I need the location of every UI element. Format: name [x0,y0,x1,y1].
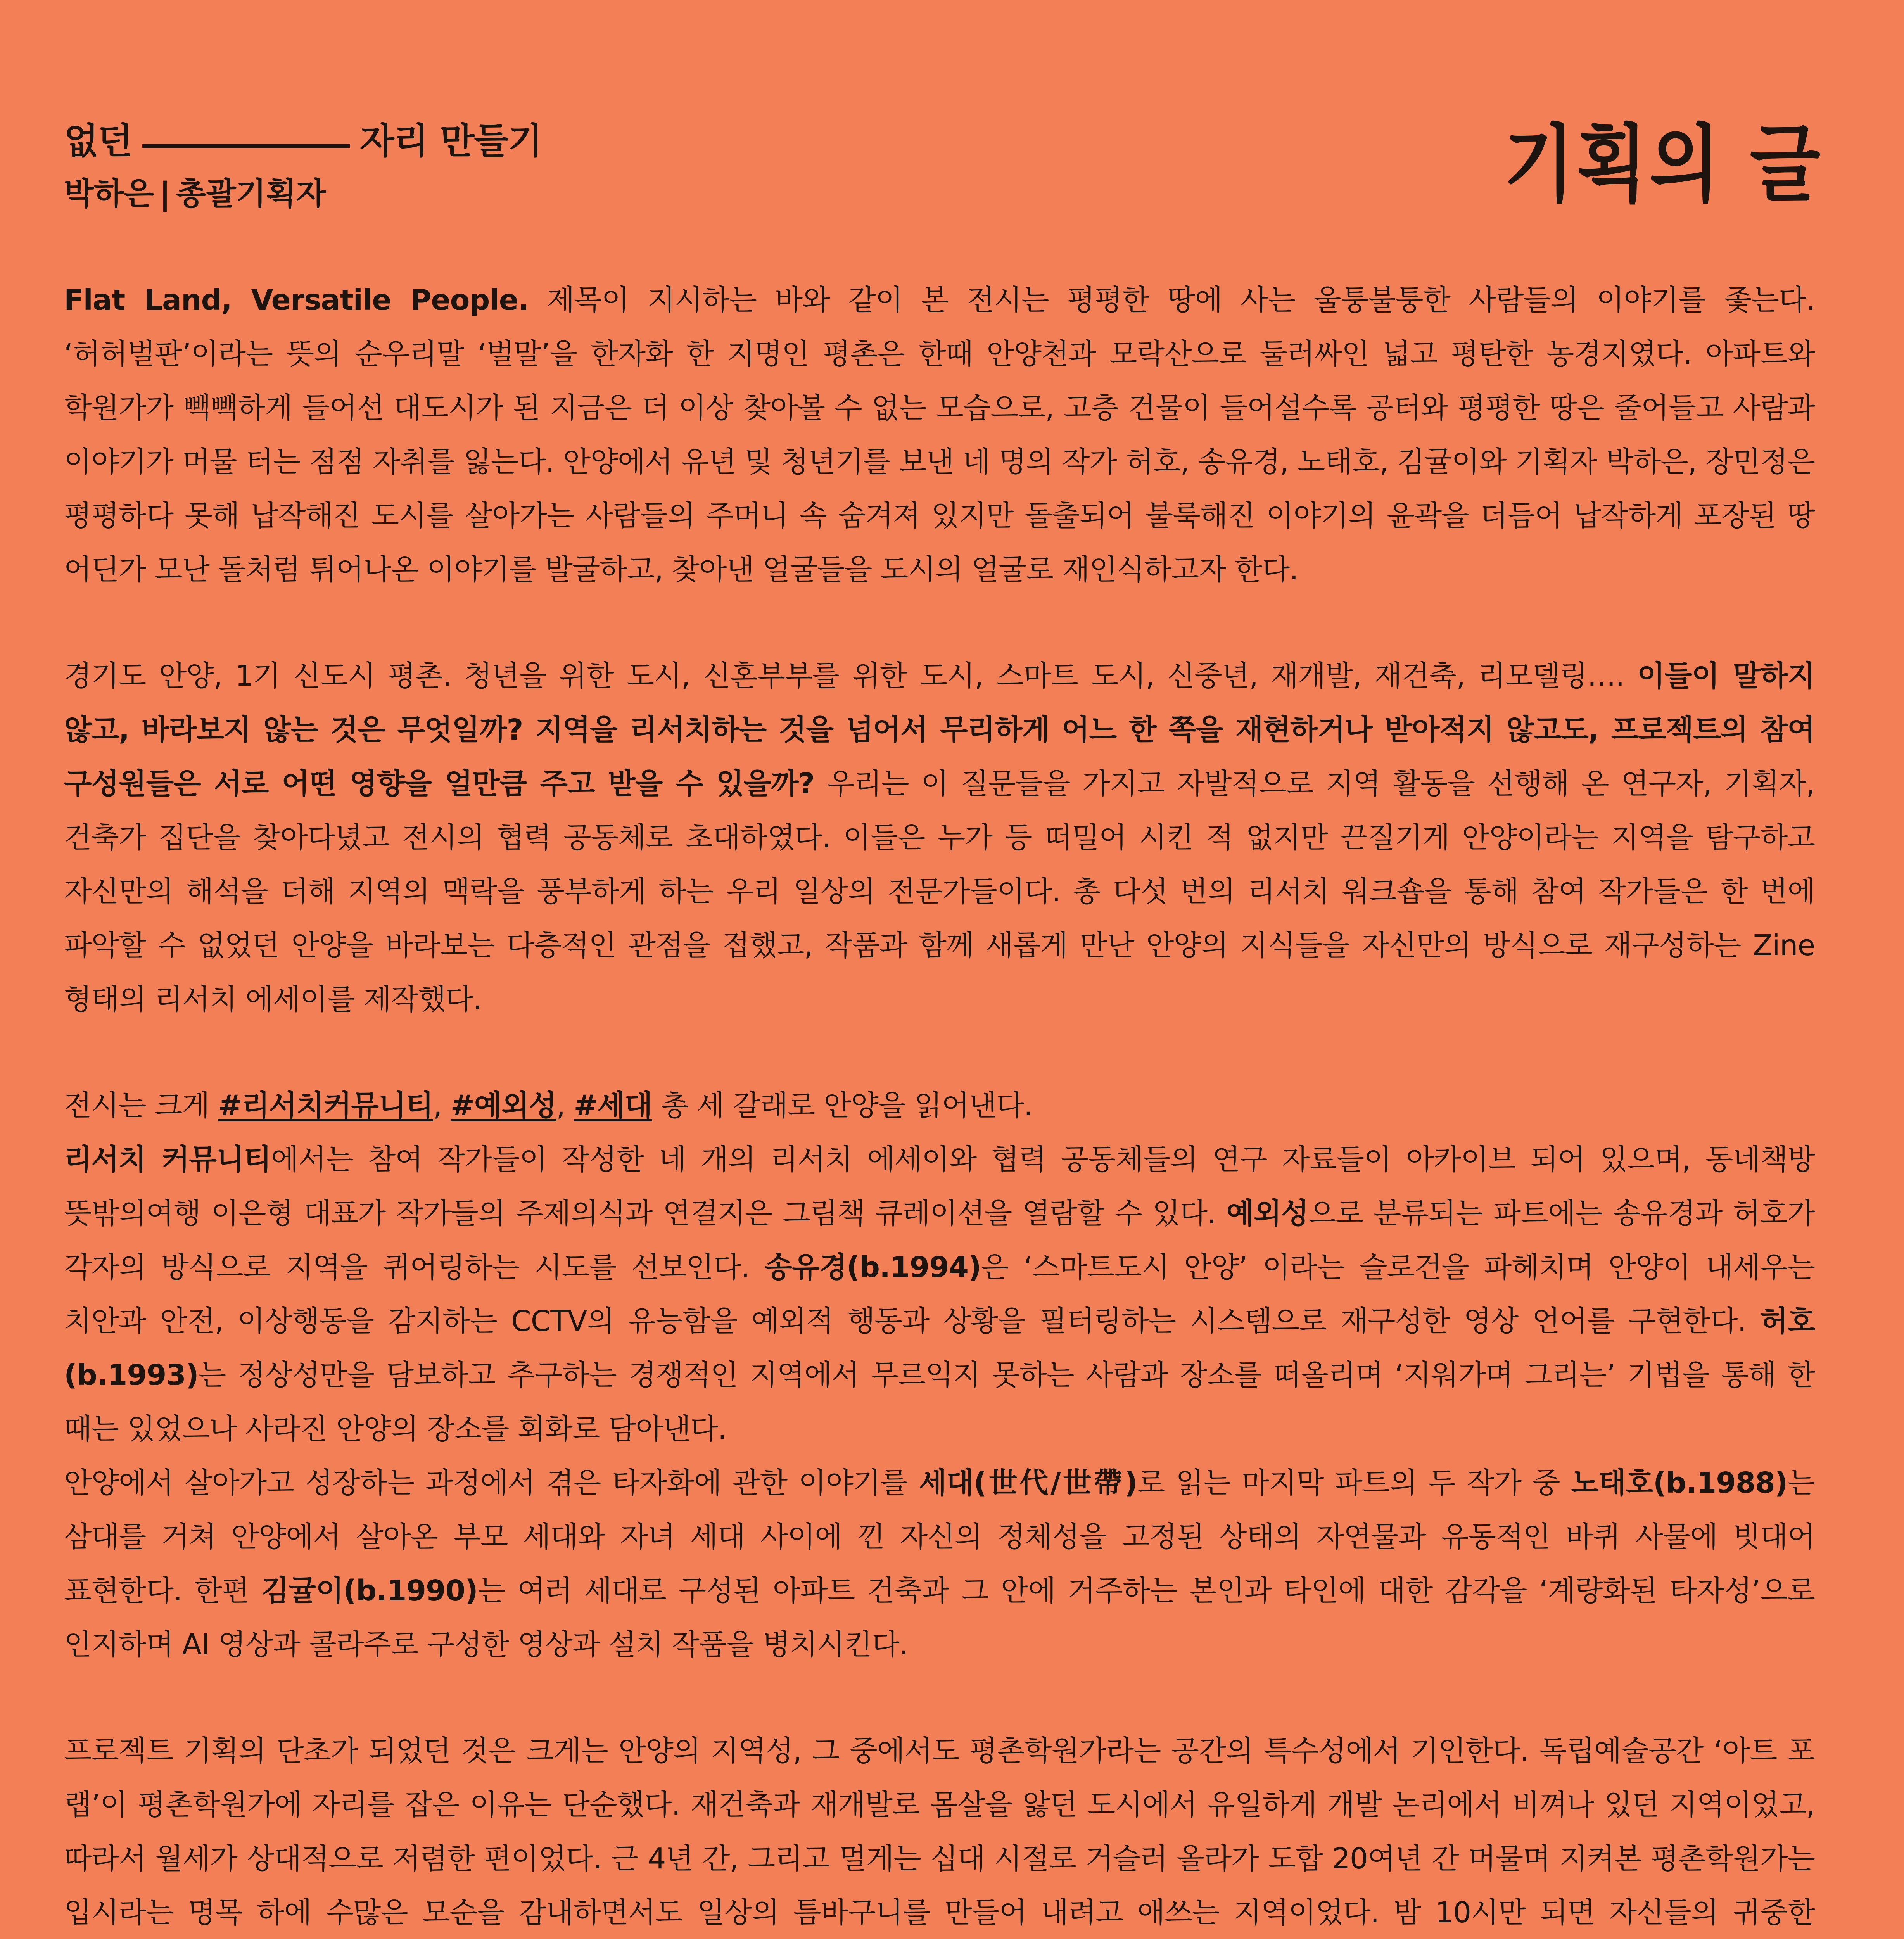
emphasis-questions: 이들이 말하지 않고, 바라보지 않는 것은 무엇일까? 지역을 리서치하는 것을 넘어서 무리하게 어느 한 쪽을 재현하거나 받아적지 않고도, 프로젝트의 참여 구성원들은 서로 어떤 영향을 얼만큼 주고 받을 수 있을까? [64,659,1815,800]
paragraph-text: 으로 분류되는 파트에는 송유경과 허호가 각자의 방식으로 지역을 퀴어링하는 시도를 선보인다. [64,1197,1815,1284]
paragraph-5 [64,1456,1815,1672]
emphasis: 리서치 커뮤니티 [64,1143,271,1176]
artist-name: 송유경(b.1994) [764,1251,981,1284]
paragraph-text: 로 읽는 마지막 파트의 두 작가 중 [1137,1466,1571,1500]
paragraph-1 [64,273,1815,597]
paragraph-text: 에서는 참여 작가들이 작성한 네 개의 리서치 에세이와 협력 공동체들의 연구 자료들이 아카이브 되어 있으며, 동네책방 뜻밖의여행 이은형 대표가 작가들의 주제의식과 연결지은 그림책 큐레이션을 열람할 수 있다. [64,1143,1815,1230]
paragraph-text: 프로젝트 기획의 단초가 되었던 것은 크게는 안양의 지역성, 그 중에서도 평촌학원가라는 공간의 특수성에서 기인한다. 독립예술공간 ‘아트 포 랩’이 평촌학원가에 자리를 잡은 이유는 단순했다. 재건축과 재개발로 몸살을 앓던 도시에서 유일하게 개발 논리에서 비껴나 있던 지역이었고, 따라서 월세가 상대적으로 저렴한 편이었다. 근 4년 간, 그리고 멀게는 십대 시절로 거슬러 올라가 도합 20여년 간 머물며 지켜본 평촌학원가는 입시라는 명목 하에 수많은 모순을 감내하면서도 일상의 틈바구니를 만들어 내려고 애쓰는 지역이었다. 밤 10시만 되면 자신들의 귀중한 [64,1734,1815,1929]
paragraph-3 [64,1079,1815,1133]
hashtag-exception: #예외성 [450,1089,556,1122]
paragraph-text: 우리는 이 질문들을 가지고 자발적으로 지역 활동을 선행해 온 연구자, 기획자, 건축가 집단을 찾아다녔고 전시의 협력 공동체로 초대하였다. 이들은 누가 등 떠밀어 시킨 적 없지만 끈질기게 안양이라는 지역을 탐구하고 자신만의 해석을 더해 지역의 맥락을 풍부하게 하는 우리 일상의 전문가들이다. 총 다섯 번의 리서치 워크숍을 통해 참여 작가들은 한 번에 파악할 수 없었던 안양을 바라보는 다층적인 관점을 접했고, 작품과 함께 새롭게 만난 안양의 지식들을 자신만의 방식으로 재구성하는 Zine 형태의 리서치 에세이를 제작했다. [64,767,1815,1016]
paragraph-text: 안양에서 살아가고 성장하는 과정에서 겪은 타자화에 관한 이야기를 [64,1466,919,1500]
hashtag-research-community: #리서치커뮤니티 [218,1089,433,1122]
artist-name: 김귤이(b.1990) [261,1574,478,1607]
paragraph-text: 는 여러 세대로 구성된 아파트 건축과 그 안에 거주하는 본인과 타인에 대한 감각을 ‘계량화된 타자성’으로 인지하며 AI 영상과 콜라주로 구성한 영상과 설치 작품을 병치시킨다. [64,1574,1815,1661]
essay-byline [64,169,326,213]
author-role: 총괄기획자 [176,176,326,212]
paragraph-text: 경기도 안양, 1기 신도시 평촌. 청년을 위한 도시, 신혼부부를 위한 도시, 스마트 도시, 신중년, 재개발, 재건축, 리모델링…. [64,659,1637,693]
essay-body [64,273,1815,1939]
separator: , [556,1089,574,1122]
hashtag-generation: #세대 [574,1089,652,1122]
paragraph-text: 는 정상성만을 담보하고 추구하는 경쟁적인 지역에서 무르익지 못하는 사람과 장소를 떠올리며 ‘지워가며 그리는’ 기법을 통해 한 때는 있었으나 사라진 안양의 장소를 회화로 담아낸다. [64,1358,1815,1446]
emphasis: 세대(世代/世帶) [919,1466,1137,1500]
paragraph-text: 총 세 갈래로 안양을 읽어낸다. [652,1089,1033,1122]
title-blank-line [142,144,350,148]
paragraph-4 [64,1133,1815,1456]
title-after: 자리 만들기 [359,120,543,162]
paragraph-2 [64,649,1815,1027]
artist-name: 노태호(b.1988) [1571,1466,1788,1500]
emphasis: 예외성 [1226,1197,1308,1230]
author-name: 박하은 [64,176,154,212]
paragraph-text: 전시는 크게 [64,1089,218,1122]
paragraph-text: 제목이 지시하는 바와 같이 본 전시는 평평한 땅에 사는 울퉁불퉁한 사람들의 이야기를 좇는다. ‘허허벌판’이라는 뜻의 순우리말 ‘벌말’을 한자화 한 지명인 평촌은 한때 안양천과 모락산으로 둘러싸인 넓고 평탄한 농경지였다. 아파트와 학원가가 빽빽하게 들어선 대도시가 된 지금은 더 이상 찾아볼 수 없는 모습으로, 고층 건물이 들어설수록 공터와 평평한 땅은 줄어들고 사람과 이야기가 머물 터는 점점 자취를 잃는다. 안양에서 유년 및 청년기를 보낸 네 명의 작가 허호, 송유경, 노태호, 김귤이와 기획자 박하은, 장민정은 평평하다 못해 납작해진 도시를 살아가는 사람들의 주머니 속 숨겨져 있지만 돌출되어 불룩해진 이야기의 윤곽을 더듬어 납작하게 포장된 땅 어딘가 모난 돌처럼 튀어나온 이야기를 발굴하고, 찾아낸 얼굴들을 도시의 얼굴로 재인식하고자 한다. [64,283,1815,586]
byline-divider: | [159,176,171,212]
title-before: 없던 [64,120,132,162]
section-label: 기획의 글 [1504,116,1823,214]
essay-title [64,112,542,164]
paragraph-text: 은 ‘스마트도시 안양’ 이라는 슬로건을 파헤치며 안양이 내세우는 치안과 안전, 이상행동을 감지하는 CCTV의 유능함을 예외적 행동과 상황을 필터링하는 시스템으로 재구성한 영상 언어를 구현한다. [64,1251,1815,1338]
artist-name: 허호(b.1993) [64,1305,1815,1392]
separator: , [433,1089,451,1122]
paragraph-6 [64,1724,1815,1939]
paragraph-text: 는 삼대를 거쳐 안양에서 살아온 부모 세대와 자녀 세대 사이에 낀 자신의 정체성을 고정된 상태의 자연물과 유동적인 바퀴 사물에 빗대어 표현한다. 한편 [64,1466,1815,1607]
lead-phrase: Flat Land, Versatile People. [64,283,529,317]
